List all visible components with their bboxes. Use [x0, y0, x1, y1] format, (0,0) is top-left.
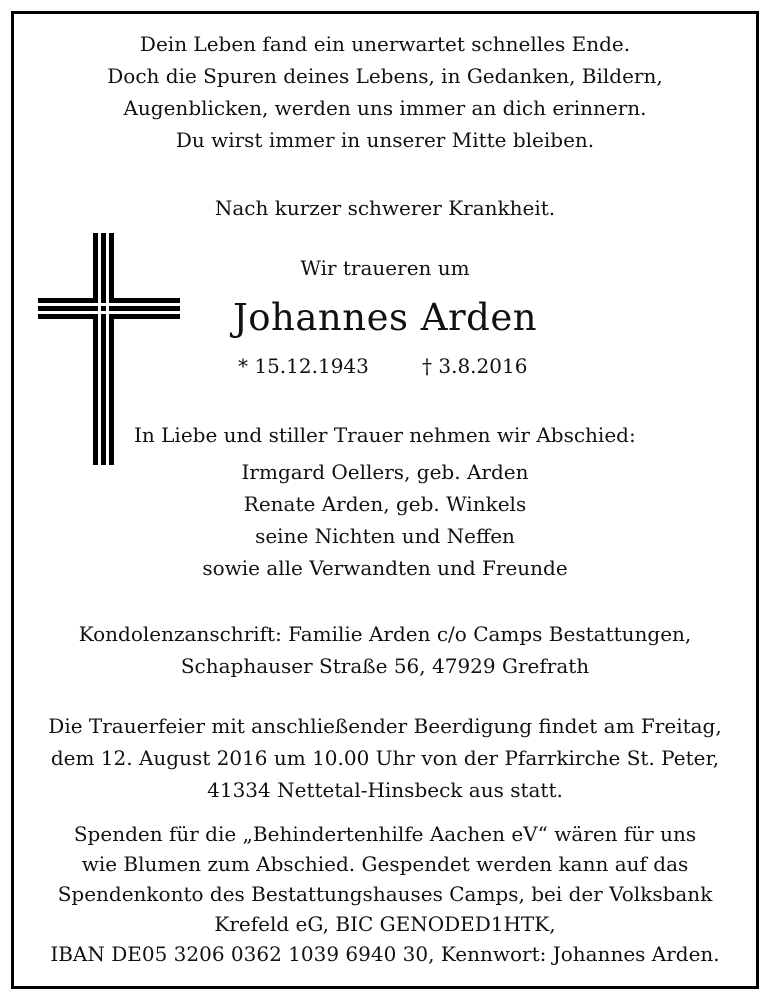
- deceased-name: Johannes Arden: [232, 296, 538, 339]
- donation-info: Krefeld eG, BIC GENODED1HTK,: [214, 912, 556, 936]
- poem-line: Dein Leben fand ein unerwartet schnelles Ende.: [139, 32, 631, 56]
- donation-info: wie Blumen zum Abschied. Gespendet werden kann auf das: [81, 852, 689, 876]
- donation-info: Spenden für die „Behindertenhilfe Aachen eV“ wären für uns: [73, 822, 697, 846]
- mourner-item: Renate Arden, geb. Winkels: [243, 492, 527, 516]
- condolence-address: Kondolenzanschrift: Familie Arden c/o Camps Bestattungen,: [78, 622, 692, 646]
- mourner-item: seine Nichten und Neffen: [255, 524, 515, 548]
- poem-line: Du wirst immer in unserer Mitte bleiben.: [175, 128, 595, 152]
- mourning-intro: Wir traueren um: [300, 256, 470, 280]
- donation-info: Spendenkonto des Bestattungshauses Camps, bei der Volksbank: [57, 882, 713, 906]
- donation-info: IBAN DE05 3206 0362 1039 6940 30, Kennwort: Johannes Arden.: [50, 942, 720, 966]
- mourner-item: Irmgard Oellers, geb. Arden: [241, 460, 529, 484]
- ceremony-info: Die Trauerfeier mit anschließender Beerdigung findet am Freitag,: [48, 714, 722, 738]
- poem-line: Doch die Spuren deines Lebens, in Gedanken, Bildern,: [107, 64, 663, 88]
- poem-line: Augenblicken, werden uns immer an dich erinnern.: [123, 96, 647, 120]
- death-date: † 3.8.2016: [422, 354, 528, 378]
- ceremony-info: 41334 Nettetal-Hinsbeck aus statt.: [207, 778, 563, 802]
- illness-note: Nach kurzer schwerer Krankheit.: [214, 196, 556, 220]
- condolence-address: Schaphauser Straße 56, 47929 Grefrath: [180, 654, 590, 678]
- farewell-line: In Liebe und stiller Trauer nehmen wir Abschied:: [134, 423, 636, 447]
- ceremony-info: dem 12. August 2016 um 10.00 Uhr von der Pfarrkirche St. Peter,: [50, 746, 720, 770]
- mourner-item: sowie alle Verwandten und Freunde: [202, 556, 568, 580]
- birth-date: * 15.12.1943: [238, 354, 369, 378]
